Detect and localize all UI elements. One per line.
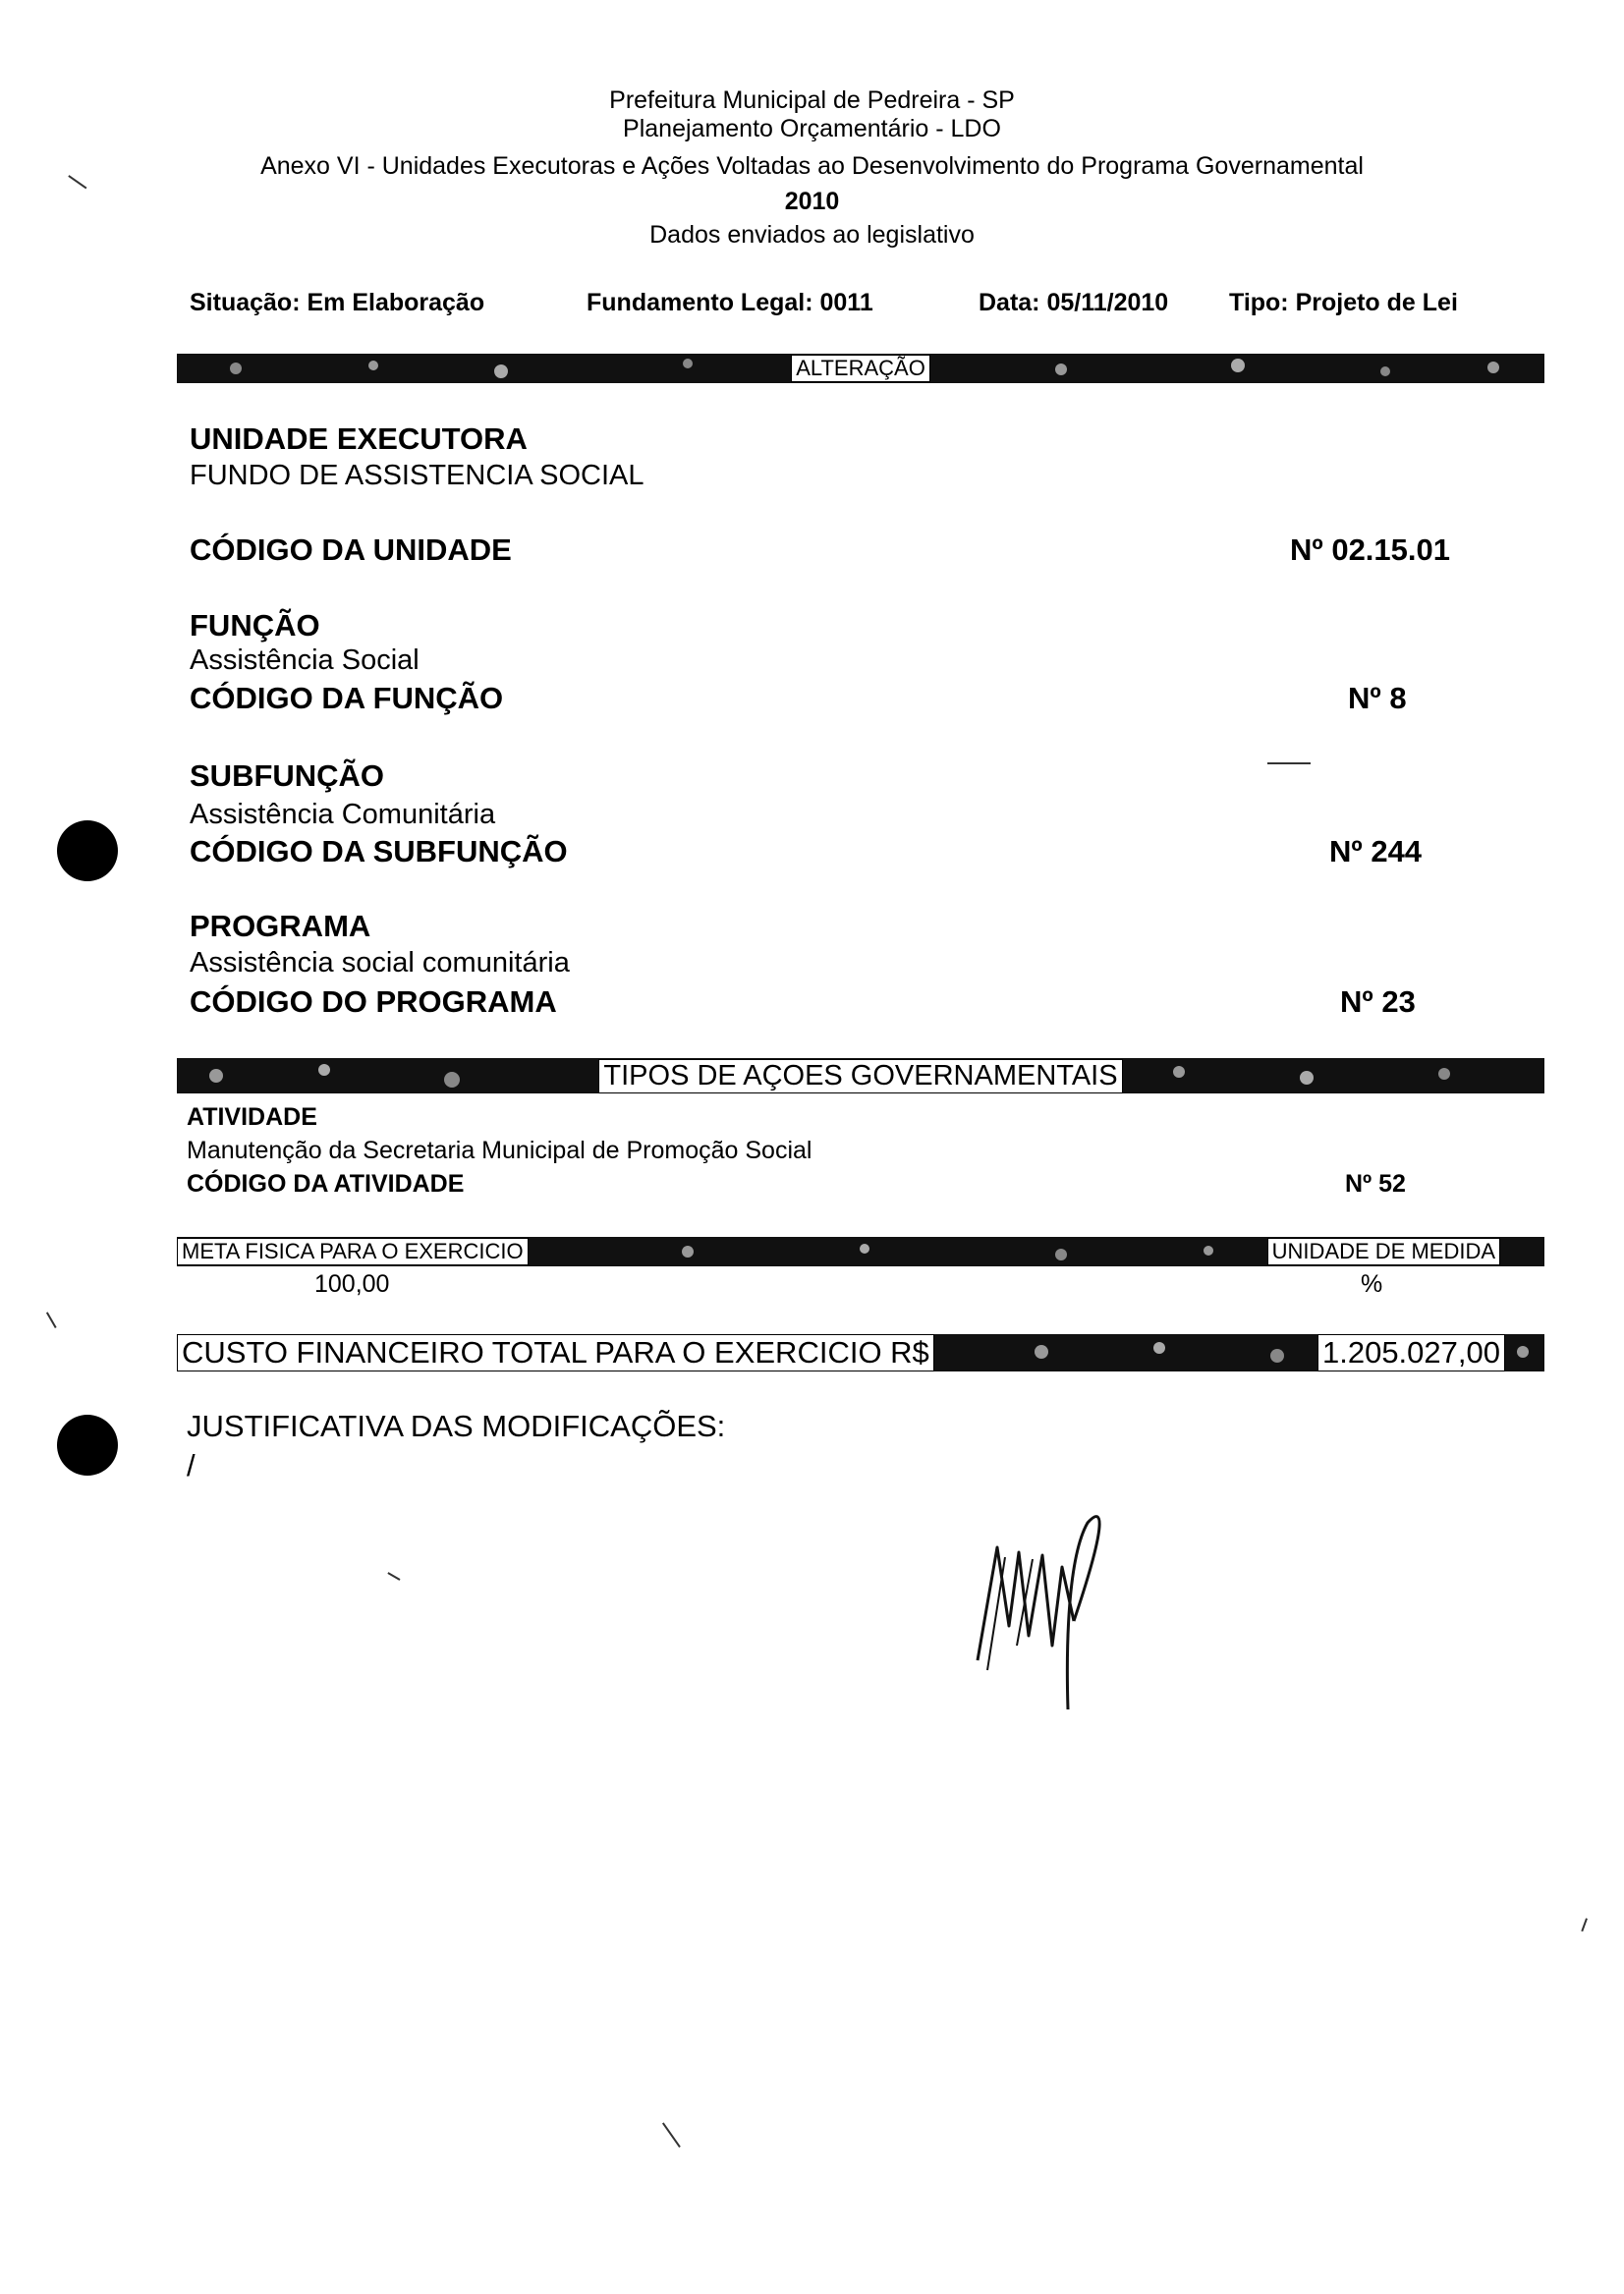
meta-situacao: Situação: Em Elaboração: [190, 289, 485, 316]
header-line-5: Dados enviados ao legislativo: [649, 221, 975, 249]
programa-code-label: CÓDIGO DO PROGRAMA: [190, 984, 557, 1019]
justificativa-text: /: [187, 1448, 196, 1483]
handwritten-signature: [958, 1498, 1140, 1724]
funcao-label: FUNÇÃO: [190, 608, 320, 643]
header-line-1: Prefeitura Municipal de Pedreira - SP: [609, 86, 1015, 114]
custo-bar: [177, 1334, 1544, 1371]
programa-label: PROGRAMA: [190, 909, 371, 943]
tipos-label: TIPOS DE AÇOES GOVERNAMENTAIS: [598, 1059, 1122, 1093]
atividade-code-label: CÓDIGO DA ATIVIDADE: [187, 1170, 465, 1198]
tipos-bar: [177, 1058, 1544, 1093]
unidade-label: UNIDADE EXECUTORA: [190, 421, 528, 456]
meta-fisica-unit: %: [1361, 1270, 1383, 1298]
meta-fisica-bar: [177, 1237, 1544, 1266]
punch-hole-bottom: [57, 1415, 118, 1476]
subfuncao-code-label: CÓDIGO DA SUBFUNÇÃO: [190, 834, 568, 868]
scan-mark: [662, 2122, 680, 2147]
meta-tipo: Tipo: Projeto de Lei: [1229, 289, 1458, 316]
funcao-name: Assistência Social: [190, 644, 420, 676]
alteracao-label: ALTERAÇÃO: [791, 355, 930, 382]
funcao-code: Nº 8: [1348, 681, 1407, 715]
meta-fisica-label: META FISICA PARA O EXERCICIO: [177, 1238, 529, 1265]
unidade-code: Nº 02.15.01: [1290, 532, 1450, 567]
meta-fundamento: Fundamento Legal: 0011: [587, 289, 873, 316]
atividade-code: Nº 52: [1345, 1170, 1406, 1198]
unidade-code-label: CÓDIGO DA UNIDADE: [190, 532, 512, 567]
programa-code: Nº 23: [1340, 984, 1416, 1019]
justificativa-label: JUSTIFICATIVA DAS MODIFICAÇÕES:: [187, 1409, 726, 1443]
atividade-name: Manutenção da Secretaria Municipal de Promoção Social: [187, 1137, 812, 1164]
scan-mark: [46, 1312, 56, 1327]
unidade-medida-label: UNIDADE DE MEDIDA: [1267, 1238, 1500, 1265]
scan-mark: [1267, 762, 1311, 764]
custo-value: 1.205.027,00: [1317, 1334, 1505, 1371]
meta-fisica-value: 100,00: [314, 1270, 390, 1298]
subfuncao-name: Assistência Comunitária: [190, 799, 496, 830]
subfuncao-label: SUBFUNÇÃO: [190, 758, 385, 793]
atividade-label: ATIVIDADE: [187, 1103, 317, 1131]
scan-mark: [388, 1572, 401, 1580]
alteracao-bar: [177, 354, 1544, 383]
punch-hole-top: [57, 820, 118, 881]
subfuncao-code: Nº 244: [1329, 834, 1423, 868]
meta-data: Data: 05/11/2010: [979, 289, 1169, 316]
custo-label: CUSTO FINANCEIRO TOTAL PARA O EXERCICIO R$: [177, 1334, 934, 1371]
header-line-2: Planejamento Orçamentário - LDO: [623, 115, 1001, 142]
header-year: 2010: [784, 188, 840, 215]
unidade-name: FUNDO DE ASSISTENCIA SOCIAL: [190, 460, 644, 491]
header-line-3: Anexo VI - Unidades Executoras e Ações Voltadas ao Desenvolvimento do Programa Governamental: [260, 152, 1364, 180]
programa-name: Assistência social comunitária: [190, 947, 570, 979]
scan-mark: [1581, 1918, 1587, 1931]
funcao-code-label: CÓDIGO DA FUNÇÃO: [190, 681, 504, 715]
